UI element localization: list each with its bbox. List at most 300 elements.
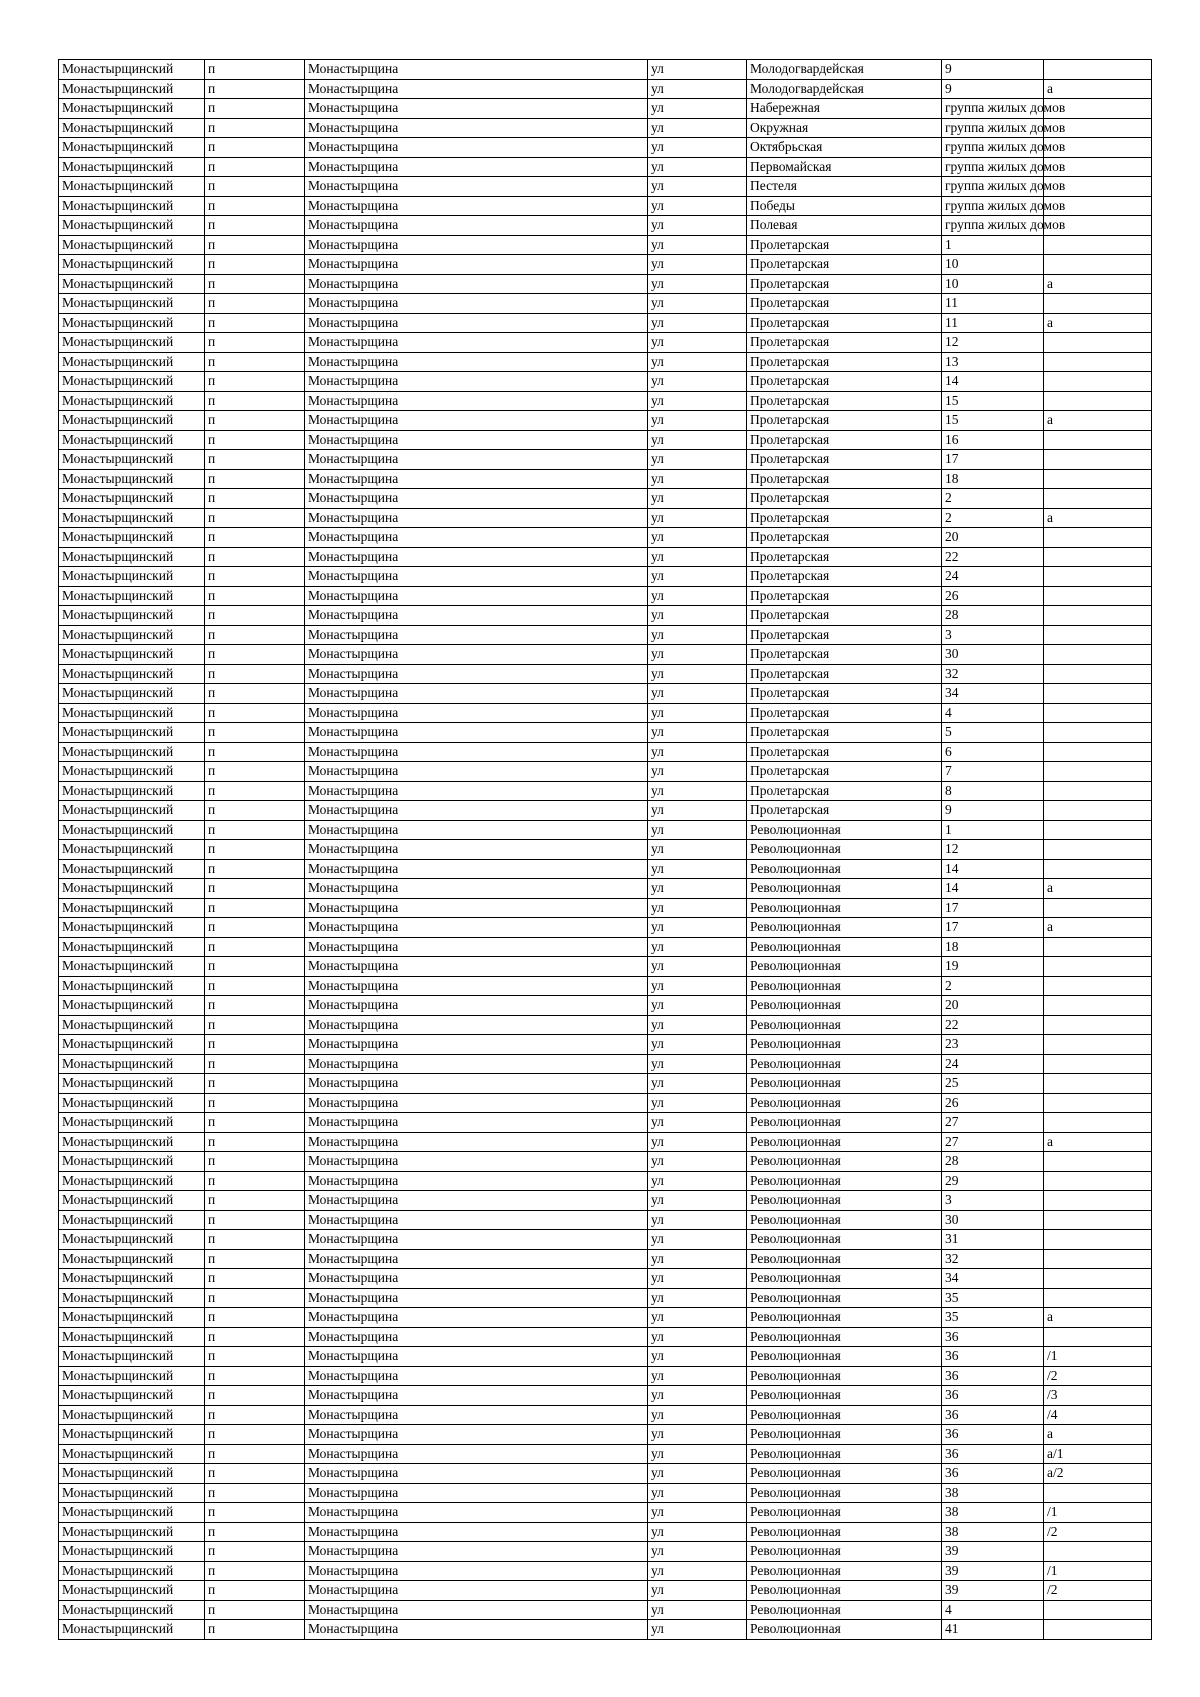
district-cell: Монастырщинский [59, 411, 205, 431]
street-cell: Революционная [747, 1113, 942, 1133]
district-cell: Монастырщинский [59, 723, 205, 743]
house-number-cell: 36 [942, 1444, 1044, 1464]
district-cell: Монастырщинский [59, 742, 205, 762]
table-row [59, 586, 1152, 606]
house-number-cell: 22 [942, 1015, 1044, 1035]
table-row [59, 177, 1152, 197]
settlement-type-cell: п [205, 1230, 305, 1250]
table-row [59, 216, 1152, 236]
house-number-cell: 14 [942, 372, 1044, 392]
district-cell: Монастырщинский [59, 294, 205, 314]
street-type-cell: ул [648, 1054, 747, 1074]
house-suffix-cell [1044, 1054, 1152, 1074]
house-suffix-cell: /1 [1044, 1503, 1152, 1523]
settlement-type-cell: п [205, 177, 305, 197]
settlement-cell: Монастырщина [305, 1503, 648, 1523]
street-type-cell: ул [648, 1249, 747, 1269]
table-row [59, 1522, 1152, 1542]
table-row [59, 1405, 1152, 1425]
house-suffix-cell [1044, 352, 1152, 372]
settlement-type-cell: п [205, 1249, 305, 1269]
street-type-cell: ул [648, 1210, 747, 1230]
street-type-cell: ул [648, 1308, 747, 1328]
settlement-cell: Монастырщина [305, 469, 648, 489]
street-type-cell: ул [648, 1444, 747, 1464]
district-cell: Монастырщинский [59, 391, 205, 411]
house-number-cell: 14 [942, 859, 1044, 879]
settlement-type-cell: п [205, 294, 305, 314]
street-cell: Революционная [747, 1386, 942, 1406]
settlement-cell: Монастырщина [305, 1347, 648, 1367]
table-row [59, 1444, 1152, 1464]
house-number-cell: 39 [942, 1581, 1044, 1601]
table-row [59, 840, 1152, 860]
district-cell: Монастырщинский [59, 1015, 205, 1035]
house-suffix-cell: /2 [1044, 1581, 1152, 1601]
house-number-cell: 20 [942, 996, 1044, 1016]
settlement-cell: Монастырщина [305, 1210, 648, 1230]
street-type-cell: ул [648, 60, 747, 80]
house-number-cell: 38 [942, 1503, 1044, 1523]
street-type-cell: ул [648, 996, 747, 1016]
street-type-cell: ул [648, 528, 747, 548]
district-cell: Монастырщинский [59, 1288, 205, 1308]
street-cell: Пролетарская [747, 781, 942, 801]
street-type-cell: ул [648, 1093, 747, 1113]
settlement-cell: Монастырщина [305, 1308, 648, 1328]
settlement-cell: Монастырщина [305, 294, 648, 314]
table-row [59, 1093, 1152, 1113]
table-row [59, 1035, 1152, 1055]
table-row [59, 1074, 1152, 1094]
district-cell: Монастырщинский [59, 1542, 205, 1562]
district-cell: Монастырщинский [59, 1171, 205, 1191]
house-number-cell: 11 [942, 294, 1044, 314]
settlement-type-cell: п [205, 937, 305, 957]
house-number-cell: 3 [942, 1191, 1044, 1211]
district-cell: Монастырщинский [59, 801, 205, 821]
house-suffix-cell [1044, 1093, 1152, 1113]
settlement-cell: Монастырщина [305, 918, 648, 938]
settlement-type-cell: п [205, 1054, 305, 1074]
street-cell: Революционная [747, 1444, 942, 1464]
settlement-type-cell: п [205, 1581, 305, 1601]
settlement-type-cell: п [205, 703, 305, 723]
settlement-type-cell: п [205, 489, 305, 509]
district-cell: Монастырщинский [59, 1132, 205, 1152]
house-number-cell: 39 [942, 1542, 1044, 1562]
settlement-cell: Монастырщина [305, 138, 648, 158]
table-row [59, 508, 1152, 528]
house-number-cell: 32 [942, 664, 1044, 684]
settlement-cell: Монастырщина [305, 1366, 648, 1386]
street-cell: Пролетарская [747, 469, 942, 489]
settlement-type-cell: п [205, 1444, 305, 1464]
house-suffix-cell [1044, 1542, 1152, 1562]
district-cell: Монастырщинский [59, 333, 205, 353]
table-row [59, 1347, 1152, 1367]
street-cell: Революционная [747, 1288, 942, 1308]
table-row [59, 1366, 1152, 1386]
settlement-cell: Монастырщина [305, 820, 648, 840]
street-type-cell: ул [648, 255, 747, 275]
street-cell: Пролетарская [747, 274, 942, 294]
settlement-cell: Монастырщина [305, 976, 648, 996]
street-type-cell: ул [648, 1581, 747, 1601]
settlement-type-cell: п [205, 586, 305, 606]
house-number-cell: 28 [942, 1152, 1044, 1172]
settlement-type-cell: п [205, 196, 305, 216]
street-cell: Революционная [747, 1054, 942, 1074]
table-row [59, 99, 1152, 119]
settlement-cell: Монастырщина [305, 1620, 648, 1640]
house-number-cell: 15 [942, 411, 1044, 431]
settlement-type-cell: п [205, 352, 305, 372]
settlement-type-cell: п [205, 1191, 305, 1211]
table-row [59, 1288, 1152, 1308]
house-number-cell: 15 [942, 391, 1044, 411]
street-type-cell: ул [648, 1269, 747, 1289]
settlement-type-cell: п [205, 235, 305, 255]
house-number-cell: 24 [942, 1054, 1044, 1074]
table-row [59, 898, 1152, 918]
house-number-cell: 36 [942, 1425, 1044, 1445]
street-cell: Революционная [747, 996, 942, 1016]
settlement-cell: Монастырщина [305, 430, 648, 450]
settlement-cell: Монастырщина [305, 625, 648, 645]
table-row [59, 1386, 1152, 1406]
street-type-cell: ул [648, 918, 747, 938]
house-number-cell: 18 [942, 469, 1044, 489]
table-row [59, 1132, 1152, 1152]
table-row [59, 489, 1152, 509]
settlement-cell: Монастырщина [305, 1425, 648, 1445]
table-row [59, 1152, 1152, 1172]
address-table-body [59, 60, 1152, 1640]
street-cell: Революционная [747, 1035, 942, 1055]
settlement-type-cell: п [205, 606, 305, 626]
street-cell: Пролетарская [747, 664, 942, 684]
street-type-cell: ул [648, 898, 747, 918]
street-type-cell: ул [648, 1366, 747, 1386]
street-type-cell: ул [648, 508, 747, 528]
house-number-cell: 29 [942, 1171, 1044, 1191]
district-cell: Монастырщинский [59, 1269, 205, 1289]
street-type-cell: ул [648, 469, 747, 489]
settlement-type-cell: п [205, 508, 305, 528]
house-suffix-cell: /4 [1044, 1405, 1152, 1425]
house-suffix-cell [1044, 937, 1152, 957]
house-suffix-cell [1044, 294, 1152, 314]
settlement-cell: Монастырщина [305, 1093, 648, 1113]
street-type-cell: ул [648, 1191, 747, 1211]
settlement-type-cell: п [205, 411, 305, 431]
street-type-cell: ул [648, 196, 747, 216]
street-cell: Пролетарская [747, 586, 942, 606]
street-cell: Первомайская [747, 157, 942, 177]
house-suffix-cell [1044, 255, 1152, 275]
street-cell: Революционная [747, 1132, 942, 1152]
settlement-type-cell: п [205, 840, 305, 860]
settlement-type-cell: п [205, 274, 305, 294]
street-cell: Пролетарская [747, 489, 942, 509]
settlement-cell: Монастырщина [305, 586, 648, 606]
house-suffix-cell [1044, 1015, 1152, 1035]
settlement-cell: Монастырщина [305, 274, 648, 294]
house-suffix-cell [1044, 1152, 1152, 1172]
house-number-cell: 36 [942, 1464, 1044, 1484]
settlement-cell: Монастырщина [305, 450, 648, 470]
street-type-cell: ул [648, 801, 747, 821]
settlement-cell: Монастырщина [305, 1522, 648, 1542]
street-cell: Окружная [747, 118, 942, 138]
street-cell: Революционная [747, 840, 942, 860]
house-number-cell: 31 [942, 1230, 1044, 1250]
table-row [59, 430, 1152, 450]
street-type-cell: ул [648, 879, 747, 899]
house-number-cell: 7 [942, 762, 1044, 782]
house-number-cell: 36 [942, 1327, 1044, 1347]
street-cell: Пролетарская [747, 567, 942, 587]
table-row [59, 1230, 1152, 1250]
house-number-cell: группа жилых домов [942, 196, 1044, 216]
settlement-cell: Монастырщина [305, 937, 648, 957]
table-row [59, 1249, 1152, 1269]
street-cell: Революционная [747, 957, 942, 977]
house-number-cell: 2 [942, 489, 1044, 509]
district-cell: Монастырщинский [59, 1191, 205, 1211]
settlement-cell: Монастырщина [305, 1230, 648, 1250]
street-type-cell: ул [648, 742, 747, 762]
house-number-cell: 38 [942, 1522, 1044, 1542]
house-number-cell: 26 [942, 1093, 1044, 1113]
district-cell: Монастырщинский [59, 937, 205, 957]
house-suffix-cell [1044, 703, 1152, 723]
table-row [59, 1269, 1152, 1289]
settlement-type-cell: п [205, 1620, 305, 1640]
table-row [59, 547, 1152, 567]
table-row [59, 1054, 1152, 1074]
table-row [59, 742, 1152, 762]
table-row [59, 528, 1152, 548]
district-cell: Монастырщинский [59, 898, 205, 918]
settlement-cell: Монастырщина [305, 762, 648, 782]
district-cell: Монастырщинский [59, 450, 205, 470]
settlement-type-cell: п [205, 1132, 305, 1152]
district-cell: Монастырщинский [59, 879, 205, 899]
settlement-cell: Монастырщина [305, 489, 648, 509]
settlement-cell: Монастырщина [305, 1152, 648, 1172]
street-type-cell: ул [648, 1132, 747, 1152]
settlement-type-cell: п [205, 918, 305, 938]
house-suffix-cell: а/1 [1044, 1444, 1152, 1464]
table-row [59, 859, 1152, 879]
street-type-cell: ул [648, 1503, 747, 1523]
settlement-type-cell: п [205, 898, 305, 918]
house-suffix-cell [1044, 1483, 1152, 1503]
settlement-type-cell: п [205, 138, 305, 158]
district-cell: Монастырщинский [59, 1366, 205, 1386]
settlement-cell: Монастырщина [305, 1035, 648, 1055]
house-suffix-cell: а [1044, 1132, 1152, 1152]
house-number-cell: 36 [942, 1347, 1044, 1367]
settlement-cell: Монастырщина [305, 411, 648, 431]
street-cell: Революционная [747, 1405, 942, 1425]
house-suffix-cell [1044, 1327, 1152, 1347]
settlement-type-cell: п [205, 1308, 305, 1328]
house-number-cell: 27 [942, 1132, 1044, 1152]
district-cell: Монастырщинский [59, 1444, 205, 1464]
house-suffix-cell [1044, 996, 1152, 1016]
settlement-cell: Монастырщина [305, 1542, 648, 1562]
street-type-cell: ул [648, 1171, 747, 1191]
settlement-type-cell: п [205, 372, 305, 392]
settlement-type-cell: п [205, 1405, 305, 1425]
street-type-cell: ул [648, 1561, 747, 1581]
district-cell: Монастырщинский [59, 313, 205, 333]
street-cell: Пролетарская [747, 450, 942, 470]
settlement-type-cell: п [205, 313, 305, 333]
settlement-cell: Монастырщина [305, 742, 648, 762]
house-suffix-cell: /2 [1044, 1366, 1152, 1386]
settlement-cell: Монастырщина [305, 1561, 648, 1581]
district-cell: Монастырщинский [59, 859, 205, 879]
street-type-cell: ул [648, 157, 747, 177]
settlement-type-cell: п [205, 450, 305, 470]
district-cell: Монастырщинский [59, 138, 205, 158]
table-row [59, 1425, 1152, 1445]
district-cell: Монастырщинский [59, 1210, 205, 1230]
house-suffix-cell [1044, 957, 1152, 977]
settlement-cell: Монастырщина [305, 703, 648, 723]
street-type-cell: ул [648, 820, 747, 840]
settlement-type-cell: п [205, 1210, 305, 1230]
street-type-cell: ул [648, 859, 747, 879]
district-cell: Монастырщинский [59, 1230, 205, 1250]
house-suffix-cell [1044, 645, 1152, 665]
street-cell: Революционная [747, 820, 942, 840]
house-number-cell: группа жилых домов [942, 99, 1044, 119]
district-cell: Монастырщинский [59, 1620, 205, 1640]
street-cell: Революционная [747, 1152, 942, 1172]
table-row [59, 1620, 1152, 1640]
district-cell: Монастырщинский [59, 469, 205, 489]
street-cell: Революционная [747, 1093, 942, 1113]
street-type-cell: ул [648, 684, 747, 704]
house-number-cell: 16 [942, 430, 1044, 450]
street-type-cell: ул [648, 391, 747, 411]
settlement-type-cell: п [205, 157, 305, 177]
settlement-type-cell: п [205, 762, 305, 782]
house-number-cell: 4 [942, 703, 1044, 723]
house-number-cell: 38 [942, 1483, 1044, 1503]
street-cell: Революционная [747, 1581, 942, 1601]
district-cell: Монастырщинский [59, 762, 205, 782]
table-row [59, 1542, 1152, 1562]
settlement-type-cell: п [205, 1425, 305, 1445]
house-suffix-cell [1044, 469, 1152, 489]
settlement-cell: Монастырщина [305, 1132, 648, 1152]
district-cell: Монастырщинский [59, 781, 205, 801]
street-cell: Победы [747, 196, 942, 216]
district-cell: Монастырщинский [59, 255, 205, 275]
district-cell: Монастырщинский [59, 99, 205, 119]
house-number-cell: 9 [942, 801, 1044, 821]
house-number-cell: 36 [942, 1366, 1044, 1386]
district-cell: Монастырщинский [59, 1405, 205, 1425]
house-number-cell: 36 [942, 1386, 1044, 1406]
street-cell: Пролетарская [747, 294, 942, 314]
district-cell: Монастырщинский [59, 1093, 205, 1113]
settlement-type-cell: п [205, 957, 305, 977]
district-cell: Монастырщинский [59, 216, 205, 236]
house-number-cell: 26 [942, 586, 1044, 606]
house-number-cell: 13 [942, 352, 1044, 372]
settlement-cell: Монастырщина [305, 313, 648, 333]
settlement-cell: Монастырщина [305, 157, 648, 177]
house-suffix-cell: а [1044, 274, 1152, 294]
house-suffix-cell [1044, 820, 1152, 840]
street-cell: Пролетарская [747, 723, 942, 743]
table-row [59, 976, 1152, 996]
street-cell: Пролетарская [747, 684, 942, 704]
table-row [59, 1308, 1152, 1328]
settlement-type-cell: п [205, 996, 305, 1016]
house-suffix-cell [1044, 489, 1152, 509]
house-suffix-cell [1044, 1113, 1152, 1133]
street-cell: Полевая [747, 216, 942, 236]
settlement-cell: Монастырщина [305, 898, 648, 918]
house-suffix-cell: а [1044, 313, 1152, 333]
district-cell: Монастырщинский [59, 235, 205, 255]
street-cell: Революционная [747, 1230, 942, 1250]
settlement-cell: Монастырщина [305, 177, 648, 197]
district-cell: Монастырщинский [59, 1561, 205, 1581]
house-number-cell: 6 [942, 742, 1044, 762]
settlement-cell: Монастырщина [305, 723, 648, 743]
settlement-type-cell: п [205, 99, 305, 119]
settlement-cell: Монастырщина [305, 645, 648, 665]
street-cell: Революционная [747, 1561, 942, 1581]
district-cell: Монастырщинский [59, 645, 205, 665]
settlement-type-cell: п [205, 216, 305, 236]
street-cell: Пролетарская [747, 391, 942, 411]
settlement-type-cell: п [205, 879, 305, 899]
settlement-type-cell: п [205, 1386, 305, 1406]
settlement-cell: Монастырщина [305, 79, 648, 99]
street-cell: Революционная [747, 1542, 942, 1562]
house-number-cell: 30 [942, 645, 1044, 665]
district-cell: Монастырщинский [59, 430, 205, 450]
settlement-cell: Монастырщина [305, 99, 648, 119]
district-cell: Монастырщинский [59, 606, 205, 626]
table-row [59, 1600, 1152, 1620]
table-row [59, 606, 1152, 626]
house-suffix-cell [1044, 1191, 1152, 1211]
house-number-cell: 35 [942, 1288, 1044, 1308]
settlement-cell: Монастырщина [305, 1249, 648, 1269]
table-row [59, 820, 1152, 840]
street-type-cell: ул [648, 840, 747, 860]
settlement-cell: Монастырщина [305, 1483, 648, 1503]
house-number-cell: 11 [942, 313, 1044, 333]
street-cell: Революционная [747, 1191, 942, 1211]
settlement-type-cell: п [205, 625, 305, 645]
house-suffix-cell: /1 [1044, 1347, 1152, 1367]
settlement-type-cell: п [205, 1015, 305, 1035]
table-row [59, 723, 1152, 743]
settlement-cell: Монастырщина [305, 1074, 648, 1094]
